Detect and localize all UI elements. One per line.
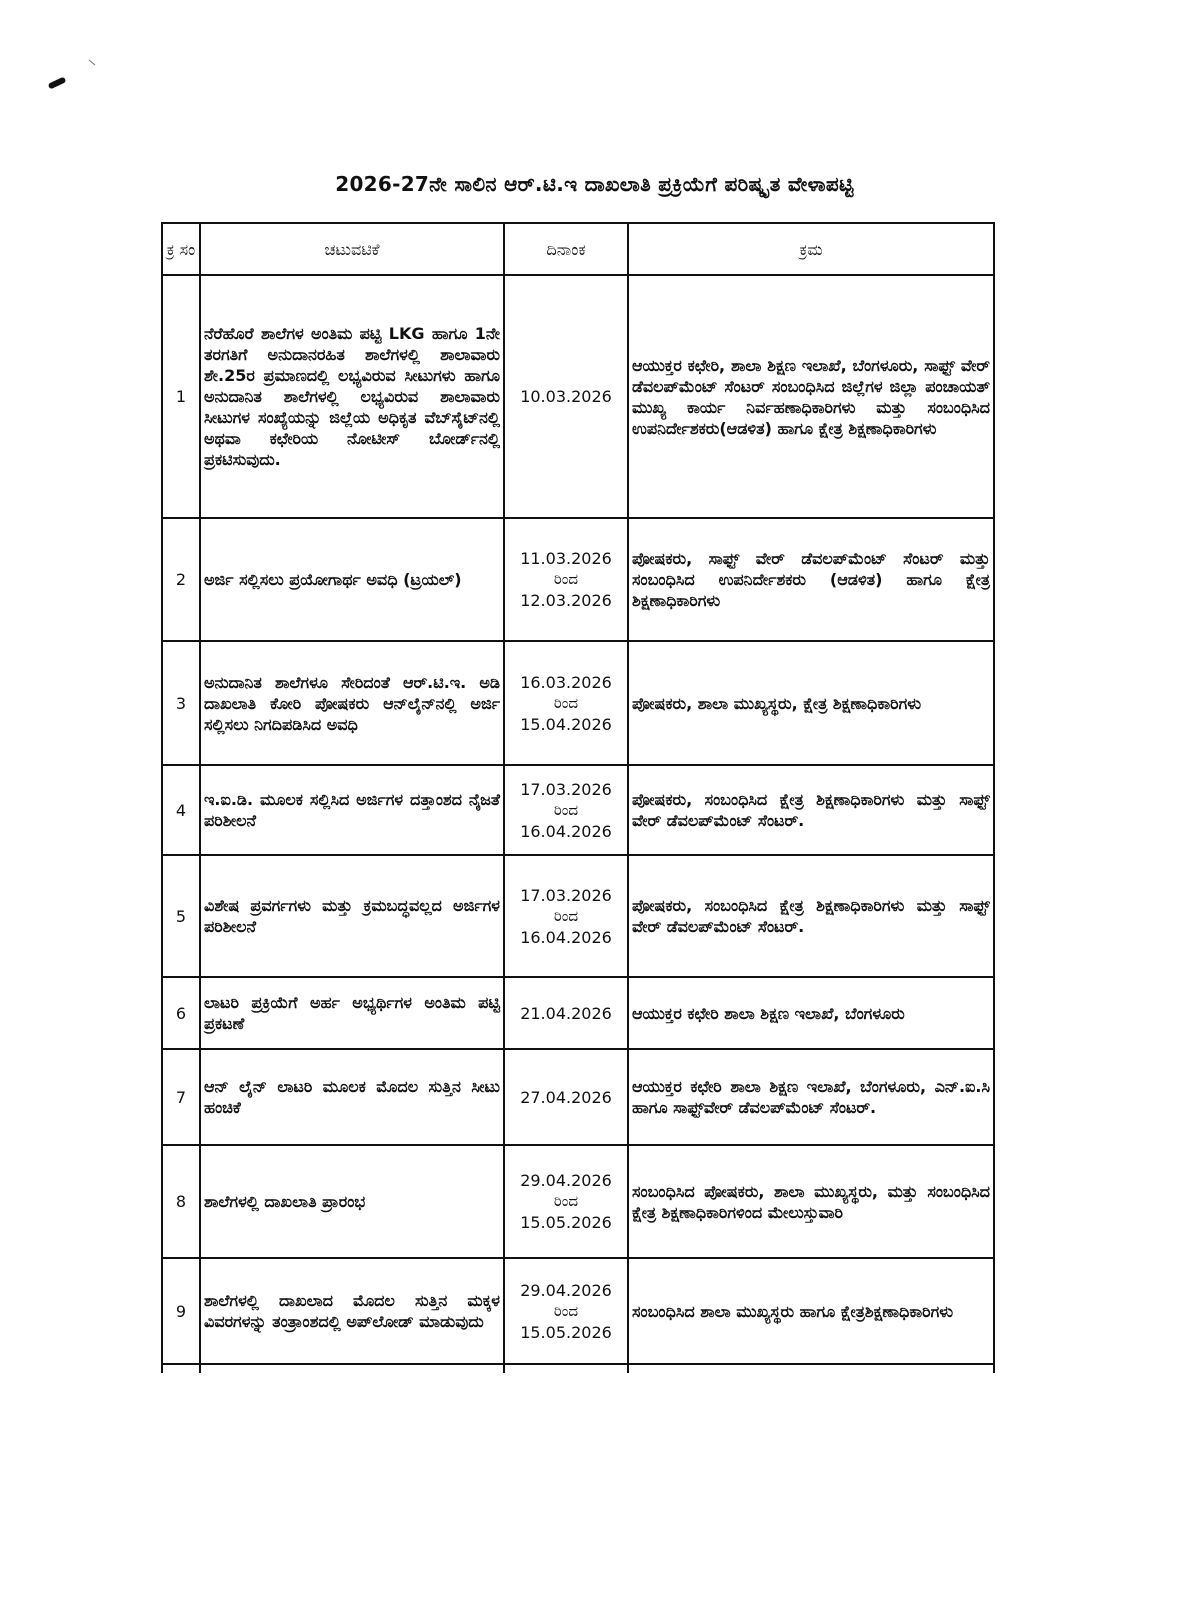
row-date (504, 1145, 628, 1258)
row-date (504, 765, 628, 855)
row-number: 8 (162, 1145, 200, 1258)
row-number: 9 (162, 1258, 200, 1364)
date-from: 21.04.2026 (520, 1003, 612, 1023)
date-from: 17.03.2026 (520, 885, 612, 905)
header-serial-number: ಕ್ರ ಸಂ (162, 223, 200, 275)
row-activity: ಇ.ಐ.ಡಿ. ಮೂಲಕ ಸಲ್ಲಿಸಿದ ಅರ್ಜಿಗಳ ದತ್ತಾಂಶದ ನೈಜತೆ ಪರಿಶೀಲನೆ (200, 765, 504, 855)
row-activity: ಶಾಲೆಗಳಲ್ಲಿ ದಾಖಲಾತಿ ಪ್ರಾರಂಭ (200, 1145, 504, 1258)
table-row (162, 518, 994, 641)
row-date (504, 518, 628, 641)
row-action: ಆಯುಕ್ತರ ಕಛೇರಿ ಶಾಲಾ ಶಿಕ್ಷಣ ಇಲಾಖೆ, ಬೆಂಗಳೂರು, ಎನ್.ಐ.ಸಿ ಹಾಗೂ ಸಾಫ್ಟ್‌ವೇರ್ ಡೆವಲಪ್‌ಮೆಂಟ್ ಸೆಂಟರ್. (628, 1049, 994, 1145)
table-row (162, 977, 994, 1049)
date-to: 16.04.2026 (520, 927, 612, 947)
row-action: ಪೋಷಕರು, ಸಂಬಂಧಿಸಿದ ಕ್ಷೇತ್ರ ಶಿಕ್ಷಣಾಧಿಕಾರಿಗಳು ಮತ್ತು ಸಾಫ್ಟ್ ವೇರ್ ಡೆವಲಪ್‌ಮೆಂಟ್ ಸೆಂಟರ್. (628, 855, 994, 977)
date-range-word: ರಿಂದ (553, 800, 579, 819)
date-to: 15.05.2026 (520, 1322, 612, 1342)
table-row (162, 855, 994, 977)
date-from: 16.03.2026 (520, 672, 612, 692)
row-date (504, 977, 628, 1049)
scan-speck (89, 60, 96, 66)
row-action: ಪೋಷಕರು, ಸಂಬಂಧಿಸಿದ ಕ್ಷೇತ್ರ ಶಿಕ್ಷಣಾಧಿಕಾರಿಗಳು ಮತ್ತು ಸಾಫ್ಟ್ ವೇರ್ ಡೆವಲಪ್‌ಮೆಂಟ್ ಸೆಂಟರ್. (628, 765, 994, 855)
date-to: 15.05.2026 (520, 1213, 612, 1232)
date-from: 17.03.2026 (520, 779, 612, 799)
schedule-body (162, 275, 994, 1373)
row-number: 6 (162, 977, 200, 1049)
row-action: ಆಯುಕ್ತರ ಕಛೇರಿ, ಶಾಲಾ ಶಿಕ್ಷಣ ಇಲಾಖೆ, ಬೆಂಗಳೂರು, ಸಾಫ್ಟ್ ವೇರ್ ಡೆವಲಪ್‌ಮೆಂಟ್ ಸೆಂಟರ್ ಸಂಬಂಧಿಸಿದ ಜಿಲ್ಲೆಗಳ ಜಿಲ್ಲಾ ಪಂಚಾಯತ್ ಮುಖ್ಯ ಕಾರ್ಯ ನಿರ್ವಹಣಾಧಿಕಾರಿಗಳು ಮತ್ತು ಸಂಬಂಧಿಸಿದ ಉಪನಿರ್ದೇಶಕರು(ಆಡಳಿತ) ಹಾಗೂ ಕ್ಷೇತ್ರ ಶಿಕ್ಷಣಾಧಿಕಾರಿಗಳು (628, 275, 994, 518)
row-action: ಸಂಬಂಧಿಸಿದ ಪೋಷಕರು, ಶಾಲಾ ಮುಖ್ಯಸ್ಥರು, ಮತ್ತು ಸಂಬಂಧಿಸಿದ ಕ್ಷೇತ್ರ ಶಿಕ್ಷಣಾಧಿಕಾರಿಗಳಿಂದ ಮೇಲುಸ್ತುವಾರಿ (628, 1145, 994, 1258)
empty-cell (200, 1364, 504, 1373)
date-range-word: ರಿಂದ (553, 693, 579, 712)
date-to: 16.04.2026 (520, 821, 612, 841)
scan-ink-mark (48, 76, 67, 89)
row-number: 7 (162, 1049, 200, 1145)
table-row (162, 765, 994, 855)
row-date (504, 855, 628, 977)
table-row (162, 275, 994, 518)
row-date (504, 275, 628, 518)
row-activity: ಆನ್ ಲೈನ್ ಲಾಟರಿ ಮೂಲಕ ಮೊದಲ ಸುತ್ತಿನ ಸೀಟು ಹಂಚಿಕೆ (200, 1049, 504, 1145)
table-row (162, 1258, 994, 1364)
date-range-word: ರಿಂದ (553, 1301, 579, 1320)
header-action: ಕ್ರಮ (628, 223, 994, 275)
date-range-word: ರಿಂದ (553, 570, 579, 588)
schedule-header (162, 223, 994, 275)
row-activity: ಅರ್ಜಿ ಸಲ್ಲಿಸಲು ಪ್ರಯೋಗಾರ್ಥ ಅವಧಿ (ಟ್ರಯಲ್) (200, 518, 504, 641)
row-number: 1 (162, 275, 200, 518)
row-number: 2 (162, 518, 200, 641)
row-number: 3 (162, 641, 200, 765)
row-number: 5 (162, 855, 200, 977)
date-range-word: ರಿಂದ (553, 1192, 579, 1210)
row-activity: ನೆರೆಹೊರೆ ಶಾಲೆಗಳ ಅಂತಿಮ ಪಟ್ಟಿ LKG ಹಾಗೂ 1ನೇ ತರಗತಿಗೆ ಅನುದಾನರಹಿತ ಶಾಲೆಗಳಲ್ಲಿ ಶಾಲಾವಾರು ಶೇ.25ರ ಪ್ರಮಾಣದಲ್ಲಿ ಲಭ್ಯವಿರುವ ಸೀಟುಗಳು ಹಾಗೂ ಅನುದಾನಿತ ಶಾಲೆಗಳಲ್ಲಿ ಲಭ್ಯವಿರುವ ಶಾಲಾವಾರು ಸೀಟುಗಳ ಸಂಖ್ಯೆಯನ್ನು ಜಿಲ್ಲೆಯ ಅಧಿಕೃತ ವೆಬ್‌ಸೈಟ್‌ನಲ್ಲಿ ಅಥವಾ ಕಛೇರಿಯ ನೋಟೀಸ್ ಬೋರ್ಡ್‌ನಲ್ಲಿ ಪ್ರಕಟಿಸುವುದು. (200, 275, 504, 518)
row-date (504, 1258, 628, 1364)
row-action: ಸಂಬಂಧಿಸಿದ ಶಾಲಾ ಮುಖ್ಯಸ್ಥರು ಹಾಗೂ ಕ್ಷೇತ್ರಶಿಕ್ಷಣಾಧಿಕಾರಿಗಳು (628, 1258, 994, 1364)
row-activity: ಅನುದಾನಿತ ಶಾಲೆಗಳೂ ಸೇರಿದಂತೆ ಆರ್.ಟಿ.ಇ. ಅಡಿ ದಾಖಲಾತಿ ಕೋರಿ ಪೋಷಕರು ಆನ್‌ಲೈನ್‌ನಲ್ಲಿ ಅರ್ಜಿ ಸಲ್ಲಿಸಲು ನಿಗದಿಪಡಿಸಿದ ಅವಧಿ (200, 641, 504, 765)
header-row (162, 223, 994, 275)
table-row (162, 1145, 994, 1258)
document-title: 2026-27ನೇ ಸಾಲಿನ ಆರ್.ಟಿ.ಇ ದಾಖಲಾತಿ ಪ್ರಕ್ರಿಯೆಗೆ ಪರಿಷ್ಕೃತ ವೇಳಾಪಟ್ಟಿ (335, 172, 854, 196)
table-row-continuation (162, 1364, 994, 1373)
row-activity: ವಿಶೇಷ ಪ್ರವರ್ಗಗಳು ಮತ್ತು ಕ್ರಮಬದ್ಧವಲ್ಲದ ಅರ್ಜಿಗಳ ಪರಿಶೀಲನೆ (200, 855, 504, 977)
date-from: 29.04.2026 (520, 1280, 612, 1300)
empty-cell (162, 1364, 200, 1373)
table-row (162, 641, 994, 765)
date-from: 10.03.2026 (520, 387, 612, 406)
date-from: 29.04.2026 (520, 1171, 612, 1190)
row-activity: ಶಾಲೆಗಳಲ್ಲಿ ದಾಖಲಾದ ಮೊದಲ ಸುತ್ತಿನ ಮಕ್ಕಳ ವಿವರಗಳನ್ನು ತಂತ್ರಾಂಶದಲ್ಲಿ ಅಪ್‌ಲೋಡ್ ಮಾಡುವುದು (200, 1258, 504, 1364)
date-to: 15.04.2026 (520, 714, 612, 734)
row-number: 4 (162, 765, 200, 855)
row-action: ಆಯುಕ್ತರ ಕಛೇರಿ ಶಾಲಾ ಶಿಕ್ಷಣ ಇಲಾಖೆ, ಬೆಂಗಳೂರು (628, 977, 994, 1049)
empty-cell (504, 1364, 628, 1373)
date-from: 27.04.2026 (520, 1087, 612, 1107)
row-date (504, 641, 628, 765)
schedule-table (161, 222, 995, 1373)
header-date: ದಿನಾಂಕ (504, 223, 628, 275)
row-action: ಪೋಷಕರು, ಶಾಲಾ ಮುಖ್ಯಸ್ಥರು, ಕ್ಷೇತ್ರ ಶಿಕ್ಷಣಾಧಿಕಾರಿಗಳು (628, 641, 994, 765)
row-action: ಪೋಷಕರು, ಸಾಫ್ಟ್ ವೇರ್ ಡೆವಲಪ್‌ಮೆಂಟ್ ಸೆಂಟರ್ ಮತ್ತು ಸಂಬಂಧಿಸಿದ ಉಪನಿರ್ದೇಶಕರು (ಆಡಳಿತ) ಹಾಗೂ ಕ್ಷೇತ್ರ ಶಿಕ್ಷಣಾಧಿಕಾರಿಗಳು (628, 518, 994, 641)
empty-cell (628, 1364, 994, 1373)
date-from: 11.03.2026 (520, 549, 612, 568)
date-range-word: ರಿಂದ (553, 906, 579, 925)
row-activity: ಲಾಟರಿ ಪ್ರಕ್ರಿಯೆಗೆ ಅರ್ಹ ಅಭ್ಯರ್ಥಿಗಳ ಅಂತಿಮ ಪಟ್ಟಿ ಪ್ರಕಟಣೆ (200, 977, 504, 1049)
date-to: 12.03.2026 (520, 591, 612, 610)
table-row (162, 1049, 994, 1145)
row-date (504, 1049, 628, 1145)
header-activity: ಚಟುವಟಿಕೆ (200, 223, 504, 275)
